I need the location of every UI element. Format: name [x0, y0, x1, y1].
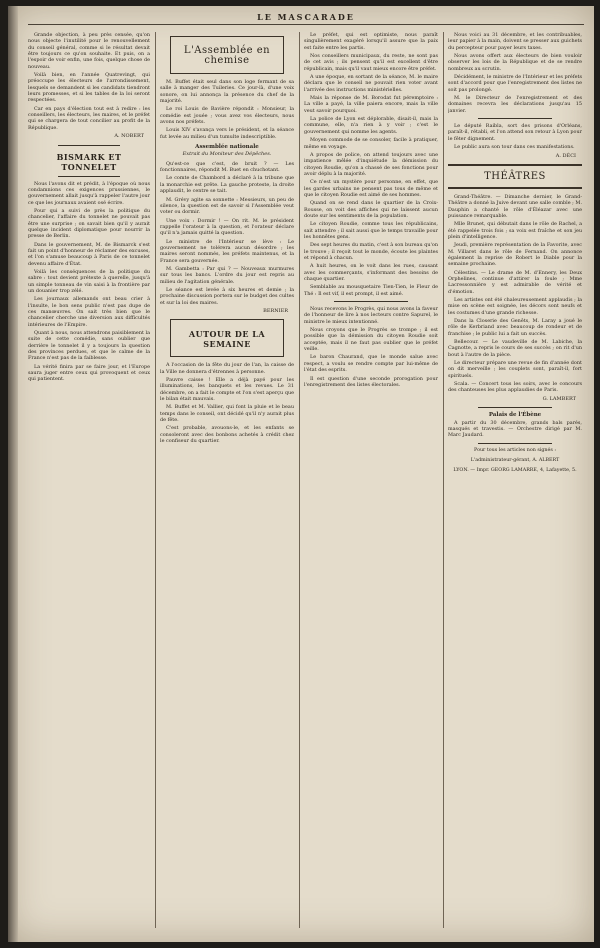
paragraph: M. Grévy agite sa sonnette : Messieurs, un peu de silence, la question est de savoir si l'Assemblée veut voter ou dormir.	[160, 196, 294, 216]
paragraph: Car en pays d'élection tout est à redire : les conseillers, les électeurs, les maires, et le préfet qui se chargera de tout concilier au profit de la République.	[28, 105, 150, 131]
paragraph: Nous croyons que le Progrès se trompe ; il est possible que la démission du citoyen Roudie soit acceptée, mais il ne faut pas oublier que le préfet veille.	[304, 327, 438, 353]
paragraph: C'est probable, avouons-le, et les enfants se consoleront avec des bonbons achetés à crédit chez le confiseur du quartier.	[160, 425, 294, 445]
paragraph: Ce n'est un mystère pour personne, en effet, que les gardes urbains ne pensent pas tous de même et que le citoyen Roudie est aimé de ses hommes.	[304, 179, 438, 198]
divider	[478, 443, 552, 444]
footer-printer: LYON. — Impr. GEORG LAMARRE, 4, Lafayette, 5.	[453, 468, 577, 474]
paragraph: Voilà bien, en l'année Quatrevingt, qui préoccupe les électeurs de l'arrondissement, lesquels se demandent si les candidats tiendront leurs promesses, et si les tables de la loi seront respectées.	[28, 72, 150, 104]
paragraph: La police de Lyon est déplorable, disait-il, mais la commune, elle, n'a rien à y voir ; c'est le gouvernement qui nomme les agents.	[304, 116, 438, 135]
article-headline: BISMARK ET TONNELET	[56, 151, 122, 172]
paragraph: M. le Directeur de l'enregistrement et des domaines recevra les déclarations jusqu'au 15 janvier.	[448, 95, 582, 114]
paragraph: Bellecour. — Le vaudeville de M. Labiche, la Cagnotte, a repris le cours de ses succès ; on rit d'un bout à l'autre de la pièce.	[448, 339, 582, 358]
paragraph: Scala. — Concert tous les soirs, avec le concours des chanteuses les plus applaudies de Paris.	[448, 381, 582, 394]
paragraph: Les artistes ont été chaleureusement applaudis ; la mise en scène est soignée, les décors sont neufs et les costumes d'une grande richesse.	[448, 297, 582, 316]
divider	[448, 164, 582, 166]
divider	[334, 301, 408, 302]
paragraph: Mlle Brunet, qui débutait dans le rôle de Rachel, a été rappelée trois fois ; sa voix est fraîche et son jeu plein d'intelligence.	[448, 221, 582, 240]
paragraph: Nous avons offert aux électeurs de bien vouloir observer les lois de la République et de se rendre nombreux au scrutin.	[448, 53, 582, 72]
paragraph: Louis XIV s'avança vers le président, et la séance fut levée au milieu d'un tumulte indescriptible.	[160, 127, 294, 140]
signature: BERNIER	[263, 308, 288, 314]
divider	[58, 145, 120, 146]
paragraph: La vérité finira par se faire jour, et l'Europe saura juger entre ceux qui provoquent et ceux qui patientent.	[28, 363, 150, 383]
paragraph: Quand on se rend dans le quartier de la Croix-Rousse, on voit des affiches qui ne laissent aucun doute sur les sentiments de la population.	[304, 200, 438, 219]
paragraph: Une voix : Dormir ! — On rit. M. le président rappelle l'orateur à la question, et l'orateur déclare qu'il n'a jamais quitté la question.	[160, 217, 294, 237]
divider	[478, 407, 552, 408]
paragraph: Nos conseillers municipaux, du reste, ne sont pas de cet avis ; ils pensent qu'il est excellent d'être républicain, mais qu'il vaut mieux encore être préfet.	[304, 53, 438, 72]
paragraph: Nous l'avons dit et prédit, à l'époque où nous condamnions ces exigences prussiennes, le gouvernement allait jusqu'à rappeler l'autre jour ce que les journaux avaient osé écrire.	[28, 180, 150, 206]
signature: A. NOBERT	[114, 133, 144, 140]
paragraph: Le baron Chaurand, que le monde salue avec respect, a voulu se rendre compte par lui-même de l'état des esprits.	[304, 354, 438, 374]
column-rule	[299, 32, 300, 928]
paragraph: Le député Raibla, sort des prisons d'Orléans, paraît-il, rétabli, et l'on attend son retour à Lyon pour le fêter dignement.	[448, 123, 582, 142]
headline-box	[170, 36, 284, 74]
paragraph: Il est question d'une seconde prorogation pour l'enregistrement des listes électorales.	[304, 375, 438, 388]
paragraph: A une époque, en sortant de la séance, M. le maire déclara que le conseil ne pouvait rien voter avant l'arrivée des instructions ministérielles.	[304, 74, 438, 93]
paragraph: Le public aura son tour dans ces manifestations.	[454, 144, 575, 151]
paragraph: M. Buffet était seul dans son loge fermant de sa salle à manger des Tuileries. Ce jour-là, d'une voix sonore, on lui annonça la présence du chef de la majorité.	[160, 79, 294, 105]
divider	[58, 176, 120, 177]
paragraph: Le préfet, qui est optimiste, nous paraît singulièrement exagéré lorsqu'il assure que la paix est faite entre les partis.	[304, 32, 438, 51]
section-subheading: Assemblée nationale	[195, 144, 259, 151]
column-4	[448, 32, 582, 930]
paragraph: Quant à nous, nous attendrons paisiblement la suite de cette comédie, sans oublier que derrière le tonnelet il y a toujours la question des provinces perdues, et que le calme de la France n'est pas de la faiblesse.	[28, 330, 150, 362]
page-binding	[8, 6, 18, 942]
paragraph: Pauvre caisse ! Elle a déjà payé pour les illuminations, les banquets et les revues. Le 31 décembre, on a fait le compte et l'on s'est aperçu que le bilan était mauvais.	[160, 377, 294, 403]
paragraph: A l'occasion de la fête du jour de l'an, la caisse de la Ville ne donnera d'étrennes à personne.	[160, 362, 294, 375]
paragraph: Mais la réponse de M. Borodat fut péremptoire : La ville a payé, la ville paiera encore, mais la ville veut savoir pourquoi.	[304, 95, 438, 114]
paragraph: Célestins. — Le drame de M. d'Ennery, les Deux Orphelines, continue d'attirer la foule ; Mme Lacressonnière y est admirable de vérité et d'émotion.	[448, 269, 582, 295]
paragraph: Jeudi, première représentation de la Favorite, avec M. Villaret dans le rôle de Fernand. On annonce également la reprise de Robert le Diable pour la semaine prochaine.	[448, 242, 582, 268]
paragraph: M. Buffet et M. Vallier, qui font la pluie et le beau temps dans le conseil, ont décidé qu'il n'y aurait plus de fête.	[160, 404, 294, 424]
divider	[448, 187, 582, 189]
divider	[478, 118, 552, 119]
article-headline: L'Assemblée en chemise	[183, 45, 271, 66]
masthead-title: LE MASCARADE	[257, 12, 355, 22]
paragraph: Dans le gouvernement, M. de Bismarck s'est fait un point d'honneur de réclamer des excuses, et l'on s'amuse beaucoup à Paris de ce tonnelet devenu affaire d'État.	[28, 241, 150, 267]
article-headline: AUTOUR DE LA SEMAINE	[188, 329, 266, 350]
paragraph: Le citoyen Roudie, comme tous les républicains, sait attendre ; il sait aussi que le temps travaille pour les honnêtes gens.	[304, 221, 438, 240]
masthead	[28, 10, 584, 25]
paragraph: A partir du 30 décembre, grands bals parés, masqués et travestis. — Orchestre dirigé par M. Marc Jaudard.	[448, 419, 582, 439]
newspaper-page	[8, 6, 594, 942]
paragraph: Moyen commode de se consoler, facile à pratiquer, même en voyage.	[304, 137, 438, 150]
column-rule	[443, 32, 444, 928]
footer-manager: L'administrateur-gérant, A. ALBERT	[470, 457, 560, 463]
section-subtitle: Extrait du Moniteur des Dépêches.	[182, 151, 272, 158]
section-headline-theatres: THÉÂTRES	[484, 170, 546, 182]
column-rule	[155, 32, 156, 928]
paragraph: Le roi Louis de Bavière répondit : Monsieur, la comédie est jouée ; vous avez vos électeurs, nous avons nos préfets.	[160, 106, 294, 126]
paragraph: Décidément, le ministre de l'Intérieur et les préfets sont d'accord pour que l'enregistrement des listes ne soit pas prolongé.	[448, 74, 582, 93]
paragraph: Grande objection, à peu près censée, qu'on nous objecte l'inutilité pour le renouvellement du conseil général, comme si le résultat devait être toujours ce qu'on souhaite. Et puis, on a l'espoir de voir enfin, une fois, quelque chose de nouveau.	[28, 32, 150, 70]
paragraph: Le comte de Chambord a déclaré à la tribune que la monarchie est prête. La gauche proteste, la droite applaudit, le centre se tait.	[160, 175, 294, 195]
column-3	[304, 32, 438, 930]
paragraph: Des sept heures du matin, c'est à son bureau qu'on le trouve ; il reçoit tout le monde, écoute les plaintes et répond à chacun.	[304, 242, 438, 261]
signature: A. DÉCI	[555, 152, 576, 159]
column-2	[160, 32, 294, 930]
paragraph: Voilà les conséquences de la politique du sabre : tout devient prétexte à querelle, jusqu'à un simple tonneau de vin saisi à la frontière par un douanier trop zélé.	[28, 268, 150, 294]
paragraph: A propos de police, on attend toujours avec une impatience mêlée d'inquiétude la démission du citoyen Roudie, qu'on a chassé de ses fonctions pour avoir déplu à la majorité.	[304, 151, 438, 177]
footer-note: Pour tous les articles non signés :	[474, 447, 556, 453]
paragraph: Nous recevons le Progrès, qui nous avons la faveur de l'honneur de lire à nos lecteurs contre Sapurel, le ministre le mieux intentionné.	[304, 306, 438, 325]
paragraph: Qu'est-ce que c'est, de bruit ? — Les fonctionnaires, répondit M. Buet en chuchotant.	[160, 160, 294, 174]
paragraph: M. Gambetta : Par qui ? — Nouveaux murmures sur tous les bancs. L'ordre du jour est repris au milieu de l'agitation générale.	[160, 265, 294, 285]
signature: G. LAMBERT	[542, 395, 576, 402]
column-1	[28, 32, 150, 930]
paragraph: Le ministre de l'Intérieur se lève : Le gouvernement ne tolérera aucun désordre ; les maires seront nommés, les préfets maintenus, et la France sera gouvernée.	[160, 238, 294, 264]
headline-box	[170, 319, 284, 357]
paragraph: A huit heures, on le voit dans les rues, causant avec les commerçants, s'informant des besoins de chaque quartier.	[304, 263, 438, 283]
paragraph: Dans la Closerie des Genêts, M. Laray a joué le rôle de Kerbriand avec beaucoup de rondeur et de franchise ; le public lui a fait un succès.	[448, 318, 582, 337]
paragraph: Le directeur prépare une revue de fin d'année dont on dit merveille ; les couplets sont, paraît-il, fort spirituels.	[448, 360, 582, 379]
paragraph: Pour qui a suivi de près la politique du chancelier, l'affaire du tonnelet ne pouvait pas être une surprise ; on savait bien qu'il y aurait quelque incident diplomatique pour nourrir la presse de Berlin.	[28, 207, 150, 240]
section-subheading: Palais de l'Ébène	[488, 412, 542, 419]
paragraph: Nous voici au 31 décembre, et les contribuables, leur papier à la main, doivent se presser aux guichets du percepteur pour payer leurs taxes.	[448, 32, 582, 51]
paragraph: Semblable au mousquetaire Tien-Tien, le Fleur de Thé : Il est vif, il est prompt, il est aimé.	[304, 284, 438, 297]
paragraph: Les journaux allemands ont beau crier à l'insulte, le bon sens public n'est pas dupe de ces manœuvres. On sait très bien que le chancelier cherche une diversion aux difficultés intérieures de l'Empire.	[28, 296, 150, 328]
paragraph: Le séance est levée à six heures et demie ; la prochaine discussion portera sur le budget des cultes et sur la loi des maires.	[160, 286, 294, 306]
paragraph: Grand-Théâtre. — Dimanche dernier, le Grand-Théâtre a donné la Juive devant une salle comble ; M. Dauphin a chanté le rôle d'Éléazar avec une puissance remarquable.	[448, 193, 582, 219]
